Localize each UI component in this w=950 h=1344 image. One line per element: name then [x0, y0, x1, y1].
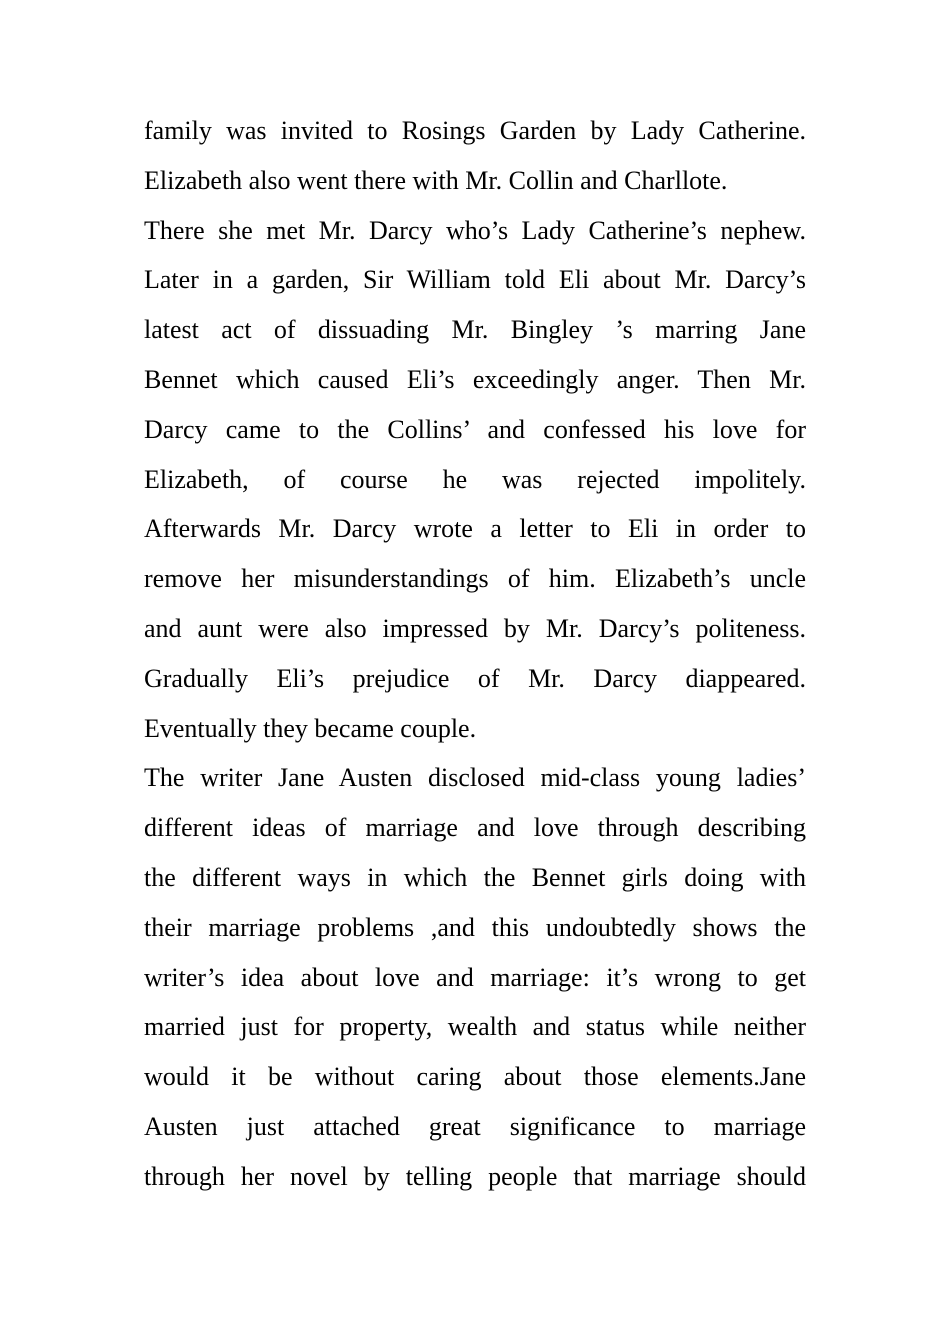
text-line: remove her misunderstandings of him. Elizabeth’s uncle: [144, 564, 806, 594]
text-line: latest act of dissuading Mr. Bingley ’s marring Jane: [144, 315, 806, 345]
text-line: Later in a garden, Sir William told Eli about Mr. Darcy’s: [144, 265, 806, 295]
text-line: Gradually Eli’s prejudice of Mr. Darcy diappeared.: [144, 663, 806, 693]
text-line: Bennet which caused Eli’s exceedingly anger. Then Mr.: [144, 364, 806, 394]
body-text: [144, 106, 806, 1202]
text-line: Elizabeth, of course he was rejected impolitely.: [144, 464, 806, 494]
text-line: married just for property, wealth and status while neither: [144, 1012, 806, 1042]
text-line: the different ways in which the Bennet girls doing with: [144, 862, 806, 892]
text-line: their marriage problems ,and this undoubtedly shows the: [144, 912, 806, 942]
text-line: writer’s idea about love and marriage: it’s wrong to get: [144, 962, 806, 992]
text-line: through her novel by telling people that marriage should: [144, 1161, 806, 1191]
text-line: and aunt were also impressed by Mr. Darcy’s politeness.: [144, 613, 806, 643]
text-line: family was invited to Rosings Garden by Lady Catherine.: [144, 116, 806, 145]
text-line: would it be without caring about those elements.Jane: [144, 1062, 806, 1092]
text-line: The writer Jane Austen disclosed mid-class young ladies’: [144, 763, 806, 793]
text-line: Afterwards Mr. Darcy wrote a letter to Eli in order to: [144, 514, 806, 544]
text-line: Elizabeth also went there with Mr. Collin and Charllote.: [144, 165, 728, 195]
text-line: Darcy came to the Collins’ and confessed his love for: [144, 414, 806, 444]
text-line: Austen just attached great significance to marriage: [144, 1111, 806, 1141]
text-line: There she met Mr. Darcy who’s Lady Catherine’s nephew.: [144, 215, 806, 245]
text-line: Eventually they became couple.: [144, 713, 477, 743]
text-line: different ideas of marriage and love through describing: [144, 813, 806, 843]
